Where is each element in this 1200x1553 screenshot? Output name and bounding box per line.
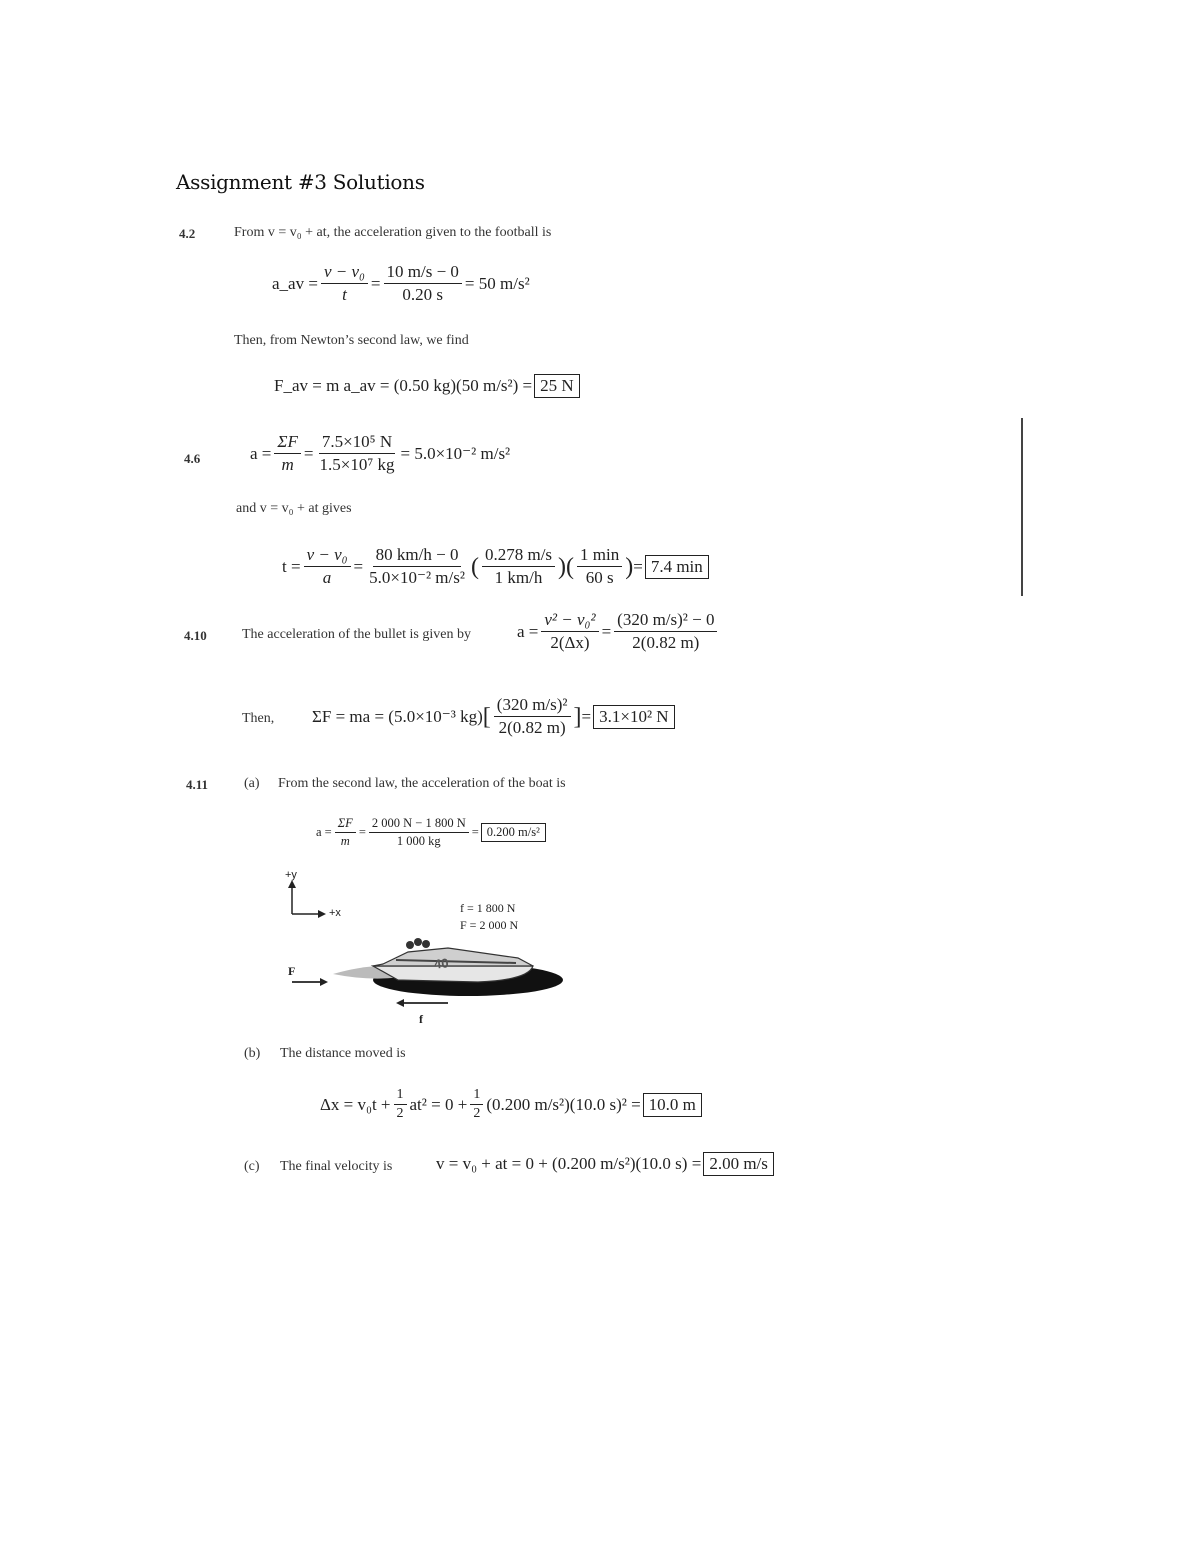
eq-lhs: a = (517, 621, 539, 641)
fraction (482, 545, 555, 588)
fraction-denominator: 2(0.82 m) (498, 718, 566, 737)
part-a-label: (a) (244, 776, 260, 791)
equation-4-11-velocity (436, 1152, 774, 1176)
fraction (577, 545, 622, 588)
eq-body: F_av = m a_av = (0.50 kg)(50 m/s²) = (274, 376, 533, 395)
answer-box: 7.4 min (645, 555, 709, 579)
equation-4-6-time: t = $\frac{\text{v − v₀}}{a}$ = $\frac{80 km/h - 0}{\text{5.0×10⁻² m/s²}}$ ( $\frac{0.278 m/s}{1 km/h}$ ) ( $\frac{1 \min}{60 s}$ ) = 7.4 min (282, 545, 709, 588)
fraction-denominator: 60 s (585, 568, 614, 587)
fraction-denominator: 1 km/h (494, 568, 543, 587)
part-a-text: From the second law, the acceleration of the boat is (278, 776, 566, 791)
answer-box: 10.0 m (643, 1093, 702, 1117)
equation-4-10-force: ΣF = ma = (5.0×10⁻³ kg) [ $\frac{\text{(320 m/s)²}}{2(0.82 m)}$ ] = 3.1×10² N (312, 695, 675, 738)
fraction (304, 545, 351, 588)
part-c-label: (c) (244, 1159, 260, 1174)
fraction-denominator: m (281, 455, 294, 474)
answer-box: 2.00 m/s (703, 1152, 774, 1176)
eq-lhs: t = (282, 556, 301, 576)
vertical-rule (1021, 418, 1023, 596)
fraction-numerator: v² − v₀² (541, 610, 598, 632)
friction-f-label: f (419, 1012, 423, 1026)
part-c-text: The final velocity is (280, 1159, 393, 1174)
fraction-denominator: 5.0×10⁻² m/s² (369, 568, 465, 587)
problem-number-4-2: 4.2 (179, 226, 196, 241)
fraction-numerator: ΣF (335, 816, 356, 833)
fraction (335, 816, 356, 849)
plus-x-label: +x (329, 907, 341, 919)
fraction-denominator: a (322, 568, 332, 587)
fraction-numerator: 80 km/h − 0 (373, 545, 462, 567)
fraction (316, 432, 397, 475)
plus-y-label: +y (285, 869, 297, 881)
eq-body: at² = 0 + (409, 1094, 468, 1114)
fraction-numerator: (320 m/s)² − 0 (614, 610, 717, 632)
equation-4-10-acceleration: a = $\frac{\text{v² − v₀²}}{2(\Delta x)}$ = $\frac{\text{(320 m/s)² − 0}}{2(0.82 m)}$ (517, 610, 720, 653)
part-b-label: (b) (244, 1046, 261, 1061)
fraction (614, 610, 717, 653)
fraction-denominator: 1 000 kg (396, 834, 441, 848)
fraction (366, 545, 468, 588)
eq-lhs: a = (316, 825, 332, 839)
equation-4-11-distance (320, 1087, 702, 1122)
boat-diagram (278, 868, 578, 1038)
answer-box: 0.200 m/s² (481, 823, 546, 842)
problem-number-4-11: 4.11 (186, 777, 209, 792)
fraction (384, 262, 462, 305)
force-value: F = 2 000 N (460, 918, 519, 932)
eq-lhs: a_av = (272, 273, 318, 293)
fraction-numerator: v − v₀ (321, 262, 368, 284)
boat-number: 40 (433, 955, 450, 972)
problem-4-6-and: and v = v₀ + at gives (236, 501, 352, 516)
problem-number-4-6: 4.6 (184, 451, 201, 466)
fraction-denominator: 2(0.82 m) (632, 633, 700, 652)
fraction-numerator: 1 (394, 1087, 407, 1105)
eq-result: = 50 m/s² (464, 273, 530, 293)
fraction (541, 610, 598, 653)
fraction-denominator: 2 (396, 1106, 404, 1121)
answer-box: 25 N (534, 374, 580, 398)
equation-4-2-acceleration: a_av = $\frac{\text{v − v₀}}{t}$ = $\frac{10 m/s - 0}{0.20 s}$ = 50 m/s² (272, 262, 530, 304)
eq-lhs: a = (250, 443, 272, 463)
problem-4-10-text: The acceleration of the bullet is given by (242, 627, 471, 642)
fraction-denominator: t (342, 285, 347, 304)
axes-icon (288, 880, 326, 918)
eq-body: v = v₀ + at = 0 + (0.200 m/s²)(10.0 s) = (436, 1154, 702, 1173)
fraction-numerator: v − v₀ (304, 545, 351, 567)
boat-figure (278, 868, 578, 1038)
fraction-numerator: 10 m/s − 0 (384, 262, 462, 284)
answer-box: 3.1×10² N (593, 705, 674, 729)
fraction (470, 1087, 483, 1122)
part-b-text: The distance moved is (280, 1046, 406, 1061)
fraction (394, 1087, 407, 1122)
problem-4-2-intro: From v = v₀ + at, the acceleration given to the football is (234, 225, 552, 240)
page-title: Assignment #3 Solutions (176, 170, 425, 194)
problem-number-4-10: 4.10 (184, 628, 207, 643)
fraction-numerator: 0.278 m/s (482, 545, 555, 567)
force-F-label: F (288, 964, 296, 978)
fraction-denominator: 1.5×10⁷ kg (319, 455, 395, 474)
fraction-denominator: 0.20 s (402, 285, 444, 304)
fraction-denominator: m (340, 834, 350, 848)
eq-body: Δx = v₀t + (320, 1094, 391, 1114)
fraction-numerator: 7.5×10⁵ N (319, 432, 395, 454)
fraction (369, 816, 469, 849)
fraction-numerator: 1 (470, 1087, 483, 1105)
equation-4-11-acceleration: a = $\frac{\Sigma F}{m}$ = $\frac{2 000 N - 1 800 N}{1 000 kg}$ = 0.200 m/s² (316, 816, 546, 849)
fraction (321, 262, 368, 305)
fraction-numerator: 1 min (577, 545, 622, 567)
fraction-denominator: 2 (473, 1106, 481, 1121)
eq-body: ΣF = ma = (5.0×10⁻³ kg) (312, 706, 483, 726)
eq-body: (0.200 m/s²)(10.0 s)² = (486, 1094, 641, 1114)
fraction (494, 695, 571, 738)
fraction (274, 432, 301, 475)
problem-4-10-then: Then, (242, 711, 275, 726)
fraction-numerator: (320 m/s)² (494, 695, 571, 717)
eq-result: = 5.0×10⁻² m/s² (400, 443, 511, 463)
fraction-numerator: 2 000 N − 1 800 N (369, 816, 469, 833)
problem-4-2-then: Then, from Newton’s second law, we find (234, 333, 469, 348)
equation-4-2-force (274, 374, 580, 398)
equation-4-6-acceleration: a = $\frac{\Sigma F}{m}$ = $\frac{\text{7.5×10⁵ N}}{\text{1.5×10⁷ kg}}$ = 5.0×10⁻² m/s² (250, 432, 511, 474)
friction-value: f = 1 800 N (460, 901, 516, 915)
fraction-numerator: ΣF (274, 432, 301, 454)
fraction-denominator: 2(Δx) (550, 633, 590, 652)
